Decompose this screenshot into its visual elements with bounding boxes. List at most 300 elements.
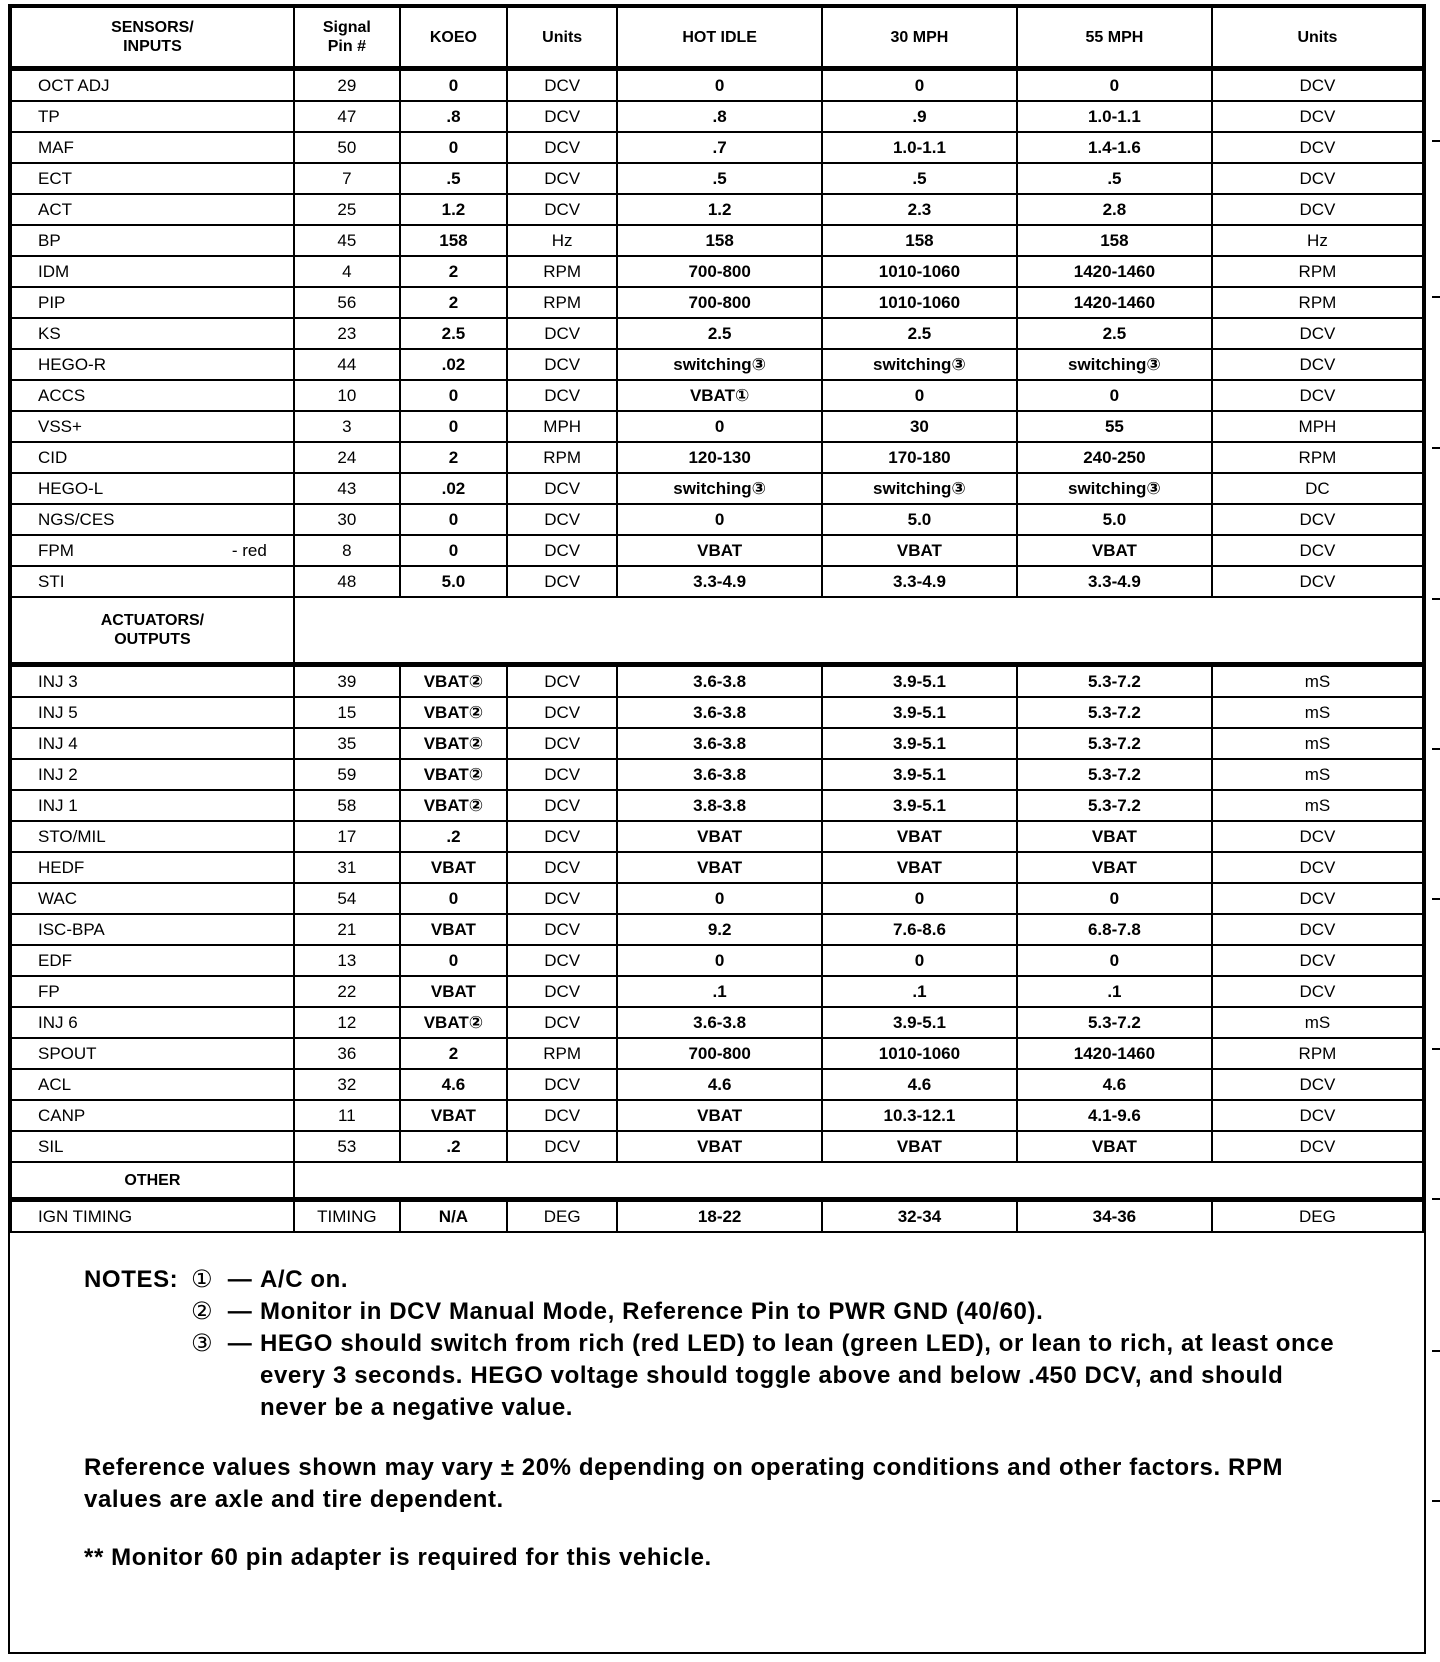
55-mph-value: 0 [1017,380,1212,411]
table-row [11,1038,1423,1069]
wire-color-note: - red [231,540,267,560]
signal-pin: 54 [294,883,400,914]
units-2-value: MPH [1212,411,1423,442]
55-mph-value: 5.3-7.2 [1017,790,1212,821]
koeo-value: 0 [400,69,507,102]
55-mph-value: 2.5 [1017,318,1212,349]
30-mph-value: 0 [822,945,1017,976]
55-mph-value: 1.0-1.1 [1017,101,1212,132]
component-name: SPOUT [11,1038,294,1069]
55-mph-value: 5.3-7.2 [1017,759,1212,790]
55-mph-value: 3.3-4.9 [1017,566,1212,597]
koeo-value: 158 [400,225,507,256]
note-marker: ① [190,1266,214,1293]
units-value: RPM [507,256,617,287]
koeo-value: 2.5 [400,318,507,349]
note-item-1 [84,1264,1354,1296]
component-name: ECT [11,163,294,194]
actuators-section-row [11,597,1423,665]
other-section-label: OTHER [11,1162,294,1200]
margin-tick [1432,1198,1440,1200]
koeo-value: VBAT② [400,665,507,698]
55-mph-value: VBAT [1017,1131,1212,1162]
component-name: ACCS [11,380,294,411]
signal-pin: 45 [294,225,400,256]
hot-idle-value: VBAT [617,1131,822,1162]
table-row [11,194,1423,225]
koeo-value: .2 [400,821,507,852]
units-2-value: DCV [1212,194,1423,225]
koeo-value: VBAT② [400,728,507,759]
units-2-value: DCV [1212,318,1423,349]
signal-pin: 10 [294,380,400,411]
55-mph-value: 1420-1460 [1017,256,1212,287]
hot-idle-value: 3.3-4.9 [617,566,822,597]
component-name: STO/MIL [11,821,294,852]
spec-table [10,6,1424,1233]
header-row [11,7,1423,69]
30-mph-value: .9 [822,101,1017,132]
table-row [11,256,1423,287]
other-section-row [11,1162,1423,1200]
margin-tick [1432,1350,1440,1352]
margin-tick [1432,748,1440,750]
table-row [11,728,1423,759]
units-2-value: mS [1212,697,1423,728]
30-mph-value: switching③ [822,473,1017,504]
table-row [11,101,1423,132]
margin-tick [1432,296,1440,298]
hot-idle-value: 0 [617,504,822,535]
units-value: DCV [507,1131,617,1162]
table-row [11,1131,1423,1162]
component-name: CANP [11,1100,294,1131]
units-value: RPM [507,1038,617,1069]
30-mph-value: 158 [822,225,1017,256]
units-value: DCV [507,790,617,821]
koeo-value: 1.2 [400,194,507,225]
table-row [11,759,1423,790]
30-mph-value: .1 [822,976,1017,1007]
units-2-value: Hz [1212,225,1423,256]
koeo-value: N/A [400,1200,507,1233]
units-value: DCV [507,1069,617,1100]
table-row [11,1100,1423,1131]
55-mph-value: 1.4-1.6 [1017,132,1212,163]
units-2-value: DCV [1212,504,1423,535]
30-mph-value: VBAT [822,852,1017,883]
units-value: DCV [507,101,617,132]
hot-idle-value: 3.6-3.8 [617,1007,822,1038]
component-name: CID [11,442,294,473]
hot-idle-value: VBAT [617,1100,822,1131]
55-mph-value: .1 [1017,976,1212,1007]
30-mph-value: VBAT [822,821,1017,852]
table-row [11,976,1423,1007]
hot-idle-value: VBAT [617,852,822,883]
table-row [11,504,1423,535]
signal-pin: 3 [294,411,400,442]
30-mph-value: 0 [822,69,1017,102]
component-name: OCT ADJ [11,69,294,102]
hot-idle-value: 0 [617,69,822,102]
30-mph-value: 3.9-5.1 [822,759,1017,790]
30-mph-value: 3.9-5.1 [822,697,1017,728]
signal-pin: 23 [294,318,400,349]
units-value: DEG [507,1200,617,1233]
55-mph-value: VBAT [1017,821,1212,852]
units-2-value: DCV [1212,914,1423,945]
koeo-value: VBAT [400,976,507,1007]
hot-idle-value: 0 [617,945,822,976]
component-name: ACL [11,1069,294,1100]
units-value: DCV [507,883,617,914]
units-2-value: DC [1212,473,1423,504]
table-row [11,225,1423,256]
30-mph-value: 1.0-1.1 [822,132,1017,163]
units-2-value: DCV [1212,566,1423,597]
units-value: DCV [507,349,617,380]
hot-idle-value: 0 [617,883,822,914]
table-row [11,1069,1423,1100]
signal-pin: 8 [294,535,400,566]
units-2-value: DCV [1212,883,1423,914]
table-row [11,473,1423,504]
margin-tick [1432,598,1440,600]
table-row [11,790,1423,821]
hot-idle-value: switching③ [617,349,822,380]
note-text: HEGO should switch from rich (red LED) to lean (green LED), or lean to rich, at least once every 3 seconds. HEGO voltage should toggle above and below .450 DCV, and should never be a negative value. [260,1330,1335,1421]
table-row [11,163,1423,194]
signal-pin: 17 [294,821,400,852]
30-mph-value: switching③ [822,349,1017,380]
55-mph-value: 5.3-7.2 [1017,697,1212,728]
units-2-value: DCV [1212,1100,1423,1131]
30-mph-value: 1010-1060 [822,287,1017,318]
koeo-value: 4.6 [400,1069,507,1100]
55-mph-value: .5 [1017,163,1212,194]
units-value: DCV [507,697,617,728]
30-mph-value: 0 [822,380,1017,411]
30-mph-value: 4.6 [822,1069,1017,1100]
units-2-value: DCV [1212,1069,1423,1100]
55-mph-value: 5.3-7.2 [1017,1007,1212,1038]
hot-idle-value: 3.6-3.8 [617,728,822,759]
koeo-value: .2 [400,1131,507,1162]
component-name: EDF [11,945,294,976]
component-name: INJ 3 [11,665,294,698]
koeo-value: .8 [400,101,507,132]
signal-pin: 48 [294,566,400,597]
units-2-value: DCV [1212,1131,1423,1162]
signal-pin: 47 [294,101,400,132]
component-name: VSS+ [11,411,294,442]
units-value: DCV [507,535,617,566]
30-mph-value: 3.9-5.1 [822,665,1017,698]
signal-pin: 15 [294,697,400,728]
margin-tick [1432,1500,1440,1502]
koeo-value: .02 [400,473,507,504]
signal-pin: 31 [294,852,400,883]
note-dash: — [227,1330,253,1357]
table-row [11,852,1423,883]
component-name: IGN TIMING [11,1200,294,1233]
units-value: DCV [507,163,617,194]
table-row [11,883,1423,914]
55-mph-value: 2.8 [1017,194,1212,225]
koeo-value: 0 [400,945,507,976]
units-value: DCV [507,821,617,852]
adapter-note: ** Monitor 60 pin adapter is required for this vehicle. [84,1544,712,1571]
units-2-value: DCV [1212,69,1423,102]
units-value: DCV [507,759,617,790]
component-name: IDM [11,256,294,287]
component-name: STI [11,566,294,597]
component-name: ISC-BPA [11,914,294,945]
koeo-value: 0 [400,535,507,566]
55-mph-value: 55 [1017,411,1212,442]
component-name: HEGO-R [11,349,294,380]
units-2-value: DCV [1212,132,1423,163]
koeo-value: .5 [400,163,507,194]
units-value: DCV [507,665,617,698]
component-name: BP [11,225,294,256]
koeo-value: 0 [400,504,507,535]
header-units-2: Units [1212,7,1423,69]
units-2-value: DCV [1212,945,1423,976]
signal-pin: 44 [294,349,400,380]
signal-pin: 13 [294,945,400,976]
hot-idle-value: 158 [617,225,822,256]
note-text: Monitor in DCV Manual Mode, Reference Pin to PWR GND (40/60). [260,1298,1044,1325]
signal-pin: 53 [294,1131,400,1162]
table-row [11,697,1423,728]
component-name: SIL [11,1131,294,1162]
hot-idle-value: 4.6 [617,1069,822,1100]
30-mph-value: 3.9-5.1 [822,728,1017,759]
signal-pin: 35 [294,728,400,759]
signal-pin: 22 [294,976,400,1007]
other-rows [11,1200,1423,1233]
table-row [11,914,1423,945]
hot-idle-value: 3.6-3.8 [617,697,822,728]
30-mph-value: 0 [822,883,1017,914]
units-value: DCV [507,945,617,976]
55-mph-value: 4.1-9.6 [1017,1100,1212,1131]
note-item-3 [84,1328,1354,1424]
hot-idle-value: 3.8-3.8 [617,790,822,821]
units-value: DCV [507,380,617,411]
header-30-mph: 30 MPH [822,7,1017,69]
signal-pin: 7 [294,163,400,194]
30-mph-value: VBAT [822,1131,1017,1162]
table-row [11,1007,1423,1038]
units-2-value: DCV [1212,349,1423,380]
55-mph-value: 240-250 [1017,442,1212,473]
30-mph-value: .5 [822,163,1017,194]
header-55-mph: 55 MPH [1017,7,1212,69]
55-mph-value: 5.0 [1017,504,1212,535]
units-value: DCV [507,976,617,1007]
component-name: FP [11,976,294,1007]
55-mph-value: switching③ [1017,349,1212,380]
hot-idle-value: 3.6-3.8 [617,665,822,698]
units-value: DCV [507,504,617,535]
margin-tick [1432,140,1440,142]
koeo-value: VBAT② [400,759,507,790]
55-mph-value: 0 [1017,945,1212,976]
30-mph-value: 2.3 [822,194,1017,225]
signal-pin: 43 [294,473,400,504]
notes-block [84,1264,1354,1574]
note-marker: ② [190,1298,214,1325]
component-name: MAF [11,132,294,163]
header-units: Units [507,7,617,69]
component-name: INJ 6 [11,1007,294,1038]
55-mph-value: VBAT [1017,852,1212,883]
component-name: INJ 4 [11,728,294,759]
hot-idle-value: 2.5 [617,318,822,349]
55-mph-value: 6.8-7.8 [1017,914,1212,945]
55-mph-value: 158 [1017,225,1212,256]
55-mph-value: 34-36 [1017,1200,1212,1233]
notes-lead: NOTES: [84,1266,179,1293]
units-2-value: RPM [1212,1038,1423,1069]
30-mph-value: 30 [822,411,1017,442]
55-mph-value: 4.6 [1017,1069,1212,1100]
units-value: Hz [507,225,617,256]
margin-tick [1432,1048,1440,1050]
header-koeo: KOEO [400,7,507,69]
units-value: RPM [507,442,617,473]
table-row [11,665,1423,698]
actuators-section-blank [294,597,1423,665]
table-row [11,566,1423,597]
header-hot-idle: HOT IDLE [617,7,822,69]
signal-pin: 39 [294,665,400,698]
hot-idle-value: switching③ [617,473,822,504]
units-value: DCV [507,194,617,225]
table-row [11,821,1423,852]
hot-idle-value: 1.2 [617,194,822,225]
koeo-value: 2 [400,442,507,473]
component-name: INJ 5 [11,697,294,728]
units-value: DCV [507,566,617,597]
koeo-value: 5.0 [400,566,507,597]
other-section-blank [294,1162,1423,1200]
koeo-value: 0 [400,883,507,914]
table-row [11,535,1423,566]
header-signal-pin: Signal Pin # [294,7,400,69]
55-mph-value: 0 [1017,69,1212,102]
30-mph-value: 32-34 [822,1200,1017,1233]
55-mph-value: VBAT [1017,535,1212,566]
component-name: HEGO-L [11,473,294,504]
units-value: DCV [507,914,617,945]
koeo-value: 2 [400,1038,507,1069]
signal-pin: 32 [294,1069,400,1100]
hot-idle-value: 120-130 [617,442,822,473]
units-value: DCV [507,69,617,102]
table-row [11,442,1423,473]
note-dash: — [227,1298,253,1325]
signal-pin: 12 [294,1007,400,1038]
table-row [11,318,1423,349]
actuators-section-label: ACTUATORS/ OUTPUTS [11,597,294,665]
signal-pin: 29 [294,69,400,102]
hot-idle-value: 3.6-3.8 [617,759,822,790]
note-item-2 [84,1296,1354,1328]
hot-idle-value: 700-800 [617,287,822,318]
30-mph-value: 3.3-4.9 [822,566,1017,597]
units-value: DCV [507,473,617,504]
units-2-value: DEG [1212,1200,1423,1233]
koeo-value: VBAT [400,914,507,945]
units-2-value: mS [1212,790,1423,821]
hot-idle-value: VBAT [617,535,822,566]
note-text: A/C on. [260,1266,349,1293]
table-row [11,380,1423,411]
reference-note: Reference values shown may vary ± 20% depending on operating conditions and other factors. RPM values are axle and tire dependent. [84,1454,1284,1513]
component-name [11,535,294,566]
margin-tick [1432,898,1440,900]
component-name: HEDF [11,852,294,883]
units-2-value: mS [1212,759,1423,790]
units-value: MPH [507,411,617,442]
30-mph-value: 1010-1060 [822,256,1017,287]
spec-sheet [8,4,1426,1654]
component-name-text: FPM [38,540,74,560]
signal-pin: 25 [294,194,400,225]
signal-pin: TIMING [294,1200,400,1233]
koeo-value: 0 [400,132,507,163]
30-mph-value: 2.5 [822,318,1017,349]
units-2-value: mS [1212,1007,1423,1038]
signal-pin: 56 [294,287,400,318]
table-row [11,69,1423,102]
units-value: DCV [507,728,617,759]
hot-idle-value: 9.2 [617,914,822,945]
signal-pin: 24 [294,442,400,473]
sensor-rows [11,69,1423,598]
30-mph-value: 1010-1060 [822,1038,1017,1069]
units-value: DCV [507,318,617,349]
units-2-value: DCV [1212,101,1423,132]
units-2-value: DCV [1212,852,1423,883]
actuator-rows [11,665,1423,1163]
component-name: ACT [11,194,294,225]
koeo-value: VBAT② [400,697,507,728]
30-mph-value: VBAT [822,535,1017,566]
table-row [11,1200,1423,1233]
30-mph-value: 3.9-5.1 [822,790,1017,821]
55-mph-value: switching③ [1017,473,1212,504]
koeo-value: VBAT② [400,790,507,821]
signal-pin: 36 [294,1038,400,1069]
hot-idle-value: 700-800 [617,256,822,287]
units-2-value: DCV [1212,976,1423,1007]
30-mph-value: 7.6-8.6 [822,914,1017,945]
55-mph-value: 1420-1460 [1017,287,1212,318]
30-mph-value: 5.0 [822,504,1017,535]
units-2-value: DCV [1212,821,1423,852]
table-row [11,945,1423,976]
table-row [11,287,1423,318]
units-2-value: RPM [1212,287,1423,318]
hot-idle-value: .8 [617,101,822,132]
hot-idle-value: VBAT① [617,380,822,411]
note-dash: — [227,1266,253,1293]
